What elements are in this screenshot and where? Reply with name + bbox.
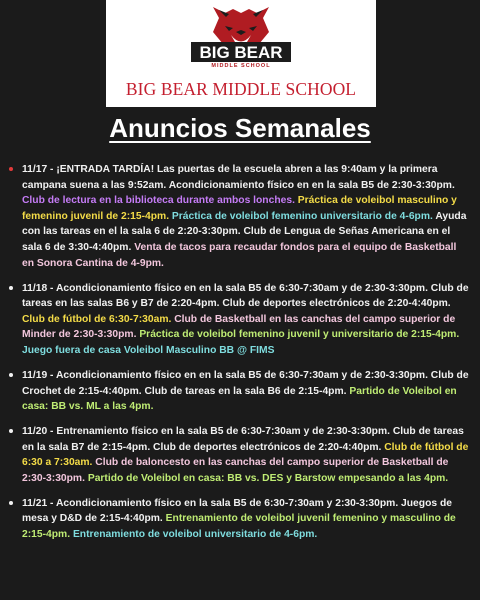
bullet-icon <box>9 167 13 171</box>
announcement-list <box>9 162 471 552</box>
announcement-text: Partido de Voleibol en casa: BB vs. ML a las 4pm. <box>22 385 457 413</box>
logo-brand-text: BIG BEAR <box>199 43 283 62</box>
announcement-text: Juego fuera de casa Voleibol Masculino BB @ FIMS <box>22 344 275 356</box>
announcement-text: Entrenamiento de voleibol universitario de 4-6pm. <box>72 529 318 541</box>
announcement-text: Práctica de voleibol femenino universitario de 4-6pm. <box>171 210 436 222</box>
announcement-text: Club de lectura en la biblioteca durante ambos lonches. <box>22 195 298 207</box>
announcement-text: 11/20 - Entrenamiento físico en la sala B5 de 6:30-7:30am y de 2:30-3:30pm. Club de tareas en la sala B7 de 2:15-4pm. Club de deportes electrónicos de 2:20-4:40pm. <box>22 426 464 453</box>
school-name: BIG BEAR MIDDLE SCHOOL <box>125 79 357 99</box>
announcement-text: Partido de Voleibol en casa: BB vs. DES y Barstow empesando a las 4pm. <box>87 472 449 484</box>
announcement-text: 11/21 - Acondicionamiento físico en la sala B5 de 6:30-7:30am y 2:30-3:30pm. Juegos de mesa y D&D de 2:15-4:40pm. <box>22 497 452 525</box>
announcement-text: 11/18 - Acondicionamiento físico en en la sala B5 de 6:30-7:30am y de 2:30-3:30pm. Club de tareas en las salas B6 y B7 de 2:20-4pm. Club de deportes electrónicos de 2:20-4:40pm. <box>22 282 469 310</box>
announcement-item <box>9 496 471 543</box>
announcement-item <box>9 424 471 486</box>
announcement-text: Entrenamiento de voleibol juvenil femenino y masculino de 2:15-4pm. <box>22 513 456 541</box>
announcement-text: 11/17 - ¡ENTRADA TARDÍA! Las puertas de la escuela abren a las 9:40am y la primera campana suena a las 9:52am. Acondicionamiento físico en en la sala B5 de 2:30-3:30pm. <box>22 164 455 191</box>
announcement-text: Práctica de voleibol femenino juvenil y universitario de 2:15-4pm. <box>139 329 460 341</box>
logo-sub-text: MIDDLE SCHOOL <box>211 63 271 68</box>
bullet-icon <box>9 501 13 505</box>
announcement-text: Ayuda con las tareas en el la sala 6 de 2:20-3:30pm. Club de Lengua de Señas Americana en el sala 6 de 3:30-4:40pm. <box>22 210 467 253</box>
announcement-text: Club de fútbol de 6:30 a 7:30am. <box>22 441 469 469</box>
announcement-text: Club de Basketball en las canchas del campo superior de Minder de 2:30-3:30pm. <box>22 313 456 341</box>
announcement-text: 11/19 - Acondicionamiento físico en en la sala B5 de 6:30-7:30am y de 2:30-3:30pm. Club de Crochet de 2:15-4:40pm. Club de tareas en la sala B6 de 2:15-4pm. <box>22 369 469 397</box>
announcement-text: Venta de tacos para recaudar fondos para el equipo de Basketball en Sonora Cantina de 4-9pm. <box>22 241 457 269</box>
bear-mascot-logo <box>189 4 293 68</box>
announcement-item <box>9 368 471 415</box>
announcement-item <box>9 162 471 271</box>
school-logo-card <box>106 0 376 107</box>
bullet-icon <box>9 429 13 433</box>
announcement-text: Club de fútbol de 6:30-7:30am. <box>22 313 175 325</box>
announcement-item <box>9 281 471 359</box>
page-title: Anuncios Semanales <box>109 113 371 143</box>
announcement-text: Práctica de voleibol masculino y femenino juvenil de 2:15-4pm. <box>22 195 457 222</box>
announcement-text: Club de baloncesto en las canchas del campo superior de Basketball de 2:30-3:30pm. <box>22 457 449 484</box>
bullet-icon <box>9 286 13 290</box>
bullet-icon <box>9 373 13 377</box>
